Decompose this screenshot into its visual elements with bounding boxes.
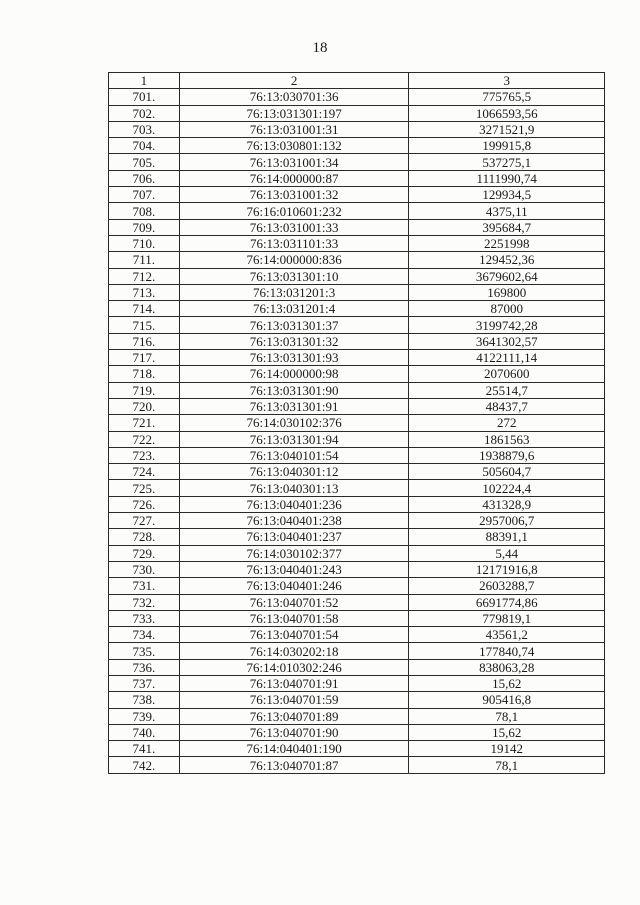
value-cell: 779819,1 [409, 610, 605, 626]
value-cell: 25514,7 [409, 382, 605, 398]
table-row [109, 447, 605, 463]
cadastral-number-cell: 76:13:040701:59 [179, 692, 409, 708]
value-cell: 1861563 [409, 431, 605, 447]
table-row [109, 610, 605, 626]
row-number-cell: 730. [109, 561, 180, 577]
row-number-cell: 702. [109, 105, 180, 121]
row-number-cell: 716. [109, 333, 180, 349]
table-row [109, 121, 605, 137]
row-number-cell: 714. [109, 301, 180, 317]
value-cell: 78,1 [409, 708, 605, 724]
table-row [109, 105, 605, 121]
value-cell: 43561,2 [409, 627, 605, 643]
value-cell: 6691774,86 [409, 594, 605, 610]
cadastral-number-cell: 76:13:040701:58 [179, 610, 409, 626]
table-row [109, 431, 605, 447]
table-row [109, 350, 605, 366]
cadastral-number-cell: 76:13:030801:132 [179, 138, 409, 154]
row-number-cell: 729. [109, 545, 180, 561]
value-cell: 1938879,6 [409, 447, 605, 463]
table-row [109, 480, 605, 496]
row-number-cell: 719. [109, 382, 180, 398]
cadastral-number-cell: 76:13:040701:90 [179, 724, 409, 740]
row-number-cell: 726. [109, 496, 180, 512]
cadastral-number-cell: 76:14:010302:246 [179, 659, 409, 675]
table-row [109, 741, 605, 757]
table-row [109, 138, 605, 154]
table-row [109, 398, 605, 414]
row-number-cell: 704. [109, 138, 180, 154]
cadastral-number-cell: 76:13:040701:87 [179, 757, 409, 773]
row-number-cell: 717. [109, 350, 180, 366]
cadastral-number-cell: 76:14:030202:18 [179, 643, 409, 659]
cadastral-number-cell: 76:13:031101:33 [179, 235, 409, 251]
row-number-cell: 706. [109, 170, 180, 186]
row-number-cell: 736. [109, 659, 180, 675]
cadastral-number-cell: 76:13:040701:54 [179, 627, 409, 643]
table-row [109, 382, 605, 398]
row-number-cell: 727. [109, 513, 180, 529]
value-cell: 395684,7 [409, 219, 605, 235]
value-cell: 1066593,56 [409, 105, 605, 121]
table-row [109, 154, 605, 170]
table-row [109, 594, 605, 610]
cadastral-number-cell: 76:14:000000:87 [179, 170, 409, 186]
table-row [109, 203, 605, 219]
value-cell: 3641302,57 [409, 333, 605, 349]
table-row [109, 317, 605, 333]
value-cell: 5,44 [409, 545, 605, 561]
table-row [109, 333, 605, 349]
table-row [109, 578, 605, 594]
row-number-cell: 709. [109, 219, 180, 235]
row-number-cell: 720. [109, 398, 180, 414]
value-cell: 2957006,7 [409, 513, 605, 529]
row-number-cell: 738. [109, 692, 180, 708]
value-cell: 102224,4 [409, 480, 605, 496]
cadastral-number-cell: 76:13:040401:237 [179, 529, 409, 545]
cadastral-number-cell: 76:13:031301:10 [179, 268, 409, 284]
row-number-cell: 708. [109, 203, 180, 219]
row-number-cell: 701. [109, 89, 180, 105]
cadastral-number-cell: 76:13:040401:246 [179, 578, 409, 594]
table-row [109, 89, 605, 105]
row-number-cell: 731. [109, 578, 180, 594]
row-number-cell: 739. [109, 708, 180, 724]
cadastral-number-cell: 76:13:040401:238 [179, 513, 409, 529]
value-cell: 4122111,14 [409, 350, 605, 366]
value-cell: 775765,5 [409, 89, 605, 105]
row-number-cell: 724. [109, 464, 180, 480]
cadastral-number-cell: 76:13:040401:236 [179, 496, 409, 512]
value-cell: 4375,11 [409, 203, 605, 219]
row-number-cell: 742. [109, 757, 180, 773]
value-cell: 431328,9 [409, 496, 605, 512]
table-row [109, 692, 605, 708]
row-number-cell: 712. [109, 268, 180, 284]
table-row [109, 529, 605, 545]
cadastral-number-cell: 76:13:040401:243 [179, 561, 409, 577]
row-number-cell: 722. [109, 431, 180, 447]
value-cell: 15,62 [409, 675, 605, 691]
row-number-cell: 735. [109, 643, 180, 659]
row-number-cell: 721. [109, 415, 180, 431]
cadastral-number-cell: 76:14:030102:377 [179, 545, 409, 561]
table-row [109, 659, 605, 675]
cadastral-number-cell: 76:13:031001:34 [179, 154, 409, 170]
value-cell: 12171916,8 [409, 561, 605, 577]
row-number-cell: 703. [109, 121, 180, 137]
cadastral-number-cell: 76:16:010601:232 [179, 203, 409, 219]
cadastral-number-cell: 76:13:031301:93 [179, 350, 409, 366]
cadastral-number-cell: 76:13:031301:91 [179, 398, 409, 414]
value-cell: 537275,1 [409, 154, 605, 170]
table-row [109, 170, 605, 186]
table-row [109, 415, 605, 431]
row-number-cell: 728. [109, 529, 180, 545]
cadastral-number-cell: 76:13:031001:32 [179, 187, 409, 203]
table-row [109, 301, 605, 317]
table-row [109, 187, 605, 203]
value-cell: 2070600 [409, 366, 605, 382]
table-row [109, 268, 605, 284]
value-cell: 2251998 [409, 235, 605, 251]
row-number-cell: 711. [109, 252, 180, 268]
cadastral-number-cell: 76:13:040701:91 [179, 675, 409, 691]
table-row [109, 366, 605, 382]
table-row [109, 708, 605, 724]
row-number-cell: 725. [109, 480, 180, 496]
cadastral-number-cell: 76:13:031001:31 [179, 121, 409, 137]
value-cell: 3679602,64 [409, 268, 605, 284]
row-number-cell: 732. [109, 594, 180, 610]
row-number-cell: 723. [109, 447, 180, 463]
cadastral-number-cell: 76:14:000000:836 [179, 252, 409, 268]
row-number-cell: 707. [109, 187, 180, 203]
table-row [109, 643, 605, 659]
column-header-value: 3 [409, 73, 605, 89]
column-header-cadastral: 2 [179, 73, 409, 89]
value-cell: 48437,7 [409, 398, 605, 414]
value-cell: 177840,74 [409, 643, 605, 659]
value-cell: 129934,5 [409, 187, 605, 203]
row-number-cell: 733. [109, 610, 180, 626]
table-row [109, 284, 605, 300]
cadastral-number-cell: 76:13:040701:89 [179, 708, 409, 724]
value-cell: 78,1 [409, 757, 605, 773]
table-row [109, 252, 605, 268]
cadastral-number-cell: 76:13:040101:54 [179, 447, 409, 463]
cadastral-table [108, 72, 605, 774]
value-cell: 19142 [409, 741, 605, 757]
column-header-number: 1 [109, 73, 180, 89]
page-number: 18 [312, 40, 328, 56]
value-cell: 129452,36 [409, 252, 605, 268]
cadastral-number-cell: 76:13:031001:33 [179, 219, 409, 235]
row-number-cell: 734. [109, 627, 180, 643]
cadastral-number-cell: 76:13:040301:12 [179, 464, 409, 480]
value-cell: 272 [409, 415, 605, 431]
table-row [109, 545, 605, 561]
row-number-cell: 741. [109, 741, 180, 757]
cadastral-number-cell: 76:13:031301:32 [179, 333, 409, 349]
row-number-cell: 715. [109, 317, 180, 333]
value-cell: 87000 [409, 301, 605, 317]
cadastral-number-cell: 76:13:031301:197 [179, 105, 409, 121]
cadastral-number-cell: 76:13:031201:4 [179, 301, 409, 317]
row-number-cell: 718. [109, 366, 180, 382]
value-cell: 905416,8 [409, 692, 605, 708]
table-row [109, 627, 605, 643]
row-number-cell: 705. [109, 154, 180, 170]
cadastral-number-cell: 76:14:030102:376 [179, 415, 409, 431]
table-row [109, 724, 605, 740]
row-number-cell: 713. [109, 284, 180, 300]
table-row [109, 496, 605, 512]
row-number-cell: 710. [109, 235, 180, 251]
cadastral-number-cell: 76:13:031301:37 [179, 317, 409, 333]
value-cell: 169800 [409, 284, 605, 300]
cadastral-number-cell: 76:13:031301:90 [179, 382, 409, 398]
cadastral-number-cell: 76:13:031201:3 [179, 284, 409, 300]
cadastral-number-cell: 76:13:030701:36 [179, 89, 409, 105]
table-header-row [109, 73, 605, 89]
value-cell: 2603288,7 [409, 578, 605, 594]
cadastral-number-cell: 76:13:040701:52 [179, 594, 409, 610]
value-cell: 3271521,9 [409, 121, 605, 137]
value-cell: 505604,7 [409, 464, 605, 480]
table-row [109, 757, 605, 773]
cadastral-number-cell: 76:13:040301:13 [179, 480, 409, 496]
table-row [109, 235, 605, 251]
value-cell: 838063,28 [409, 659, 605, 675]
table-row [109, 219, 605, 235]
value-cell: 88391,1 [409, 529, 605, 545]
cadastral-number-cell: 76:14:040401:190 [179, 741, 409, 757]
value-cell: 199915,8 [409, 138, 605, 154]
table-row [109, 675, 605, 691]
table-row [109, 513, 605, 529]
cadastral-number-cell: 76:14:000000:98 [179, 366, 409, 382]
table-row [109, 561, 605, 577]
table-row [109, 464, 605, 480]
value-cell: 3199742,28 [409, 317, 605, 333]
value-cell: 1111990,74 [409, 170, 605, 186]
row-number-cell: 740. [109, 724, 180, 740]
row-number-cell: 737. [109, 675, 180, 691]
value-cell: 15,62 [409, 724, 605, 740]
cadastral-number-cell: 76:13:031301:94 [179, 431, 409, 447]
